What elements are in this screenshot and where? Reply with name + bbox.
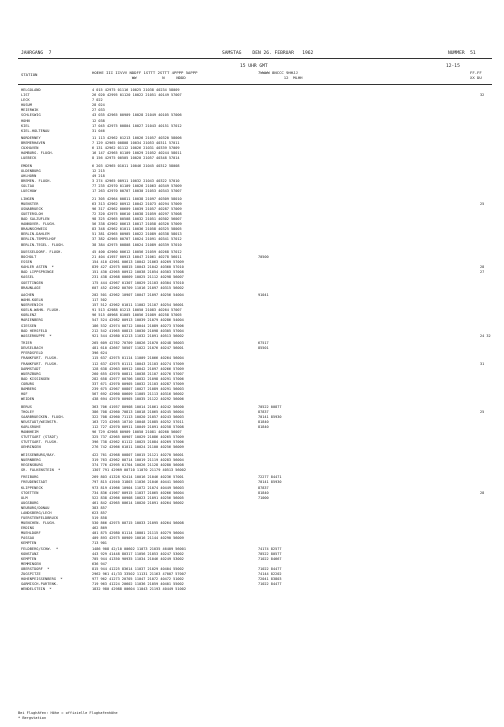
station-name: FREIBURG <box>21 475 39 480</box>
observation-data: 374 776 42995 01704 10026 21128 40280 56008 <box>92 462 184 467</box>
station-name: FREUDENSTADT <box>21 480 48 485</box>
station-name: GUETERSLOH <box>21 212 43 216</box>
observation-data: 269 803 41328 92414 10016 21046 40236 57001 <box>92 475 184 480</box>
observation-data: 21 404 41957 00913 10047 21061 40278 56011 <box>92 255 182 260</box>
station-name: SCHLESWIG <box>21 113 41 118</box>
observation-data: 443 929 41448 80317 11056 21053 40247 53002 <box>92 551 184 556</box>
station-name: KIEL <box>21 123 30 128</box>
station-name: HANNOVER. FLUGH. <box>21 222 56 227</box>
observation-data: 461 842 42965 00614 10020 21091 40264 56002 <box>92 500 184 505</box>
observation-data: 973 819 41966 10904 11072 21074 40449 56003 <box>92 485 184 490</box>
remarks-data: 87837 <box>258 409 269 414</box>
observation-data: 363 706 41957 80908 10014 21061 40242 56000 <box>92 404 184 409</box>
station-name: KARLSRUHE <box>21 424 41 429</box>
station-name: HOHENPEISSENBERG * <box>21 577 63 581</box>
station-name: BRAUNSCHWEIG <box>21 227 48 232</box>
observation-data: 154 410 42961 00613 10042 21063 40269 57009 <box>92 260 184 265</box>
observation-data: 49 218 <box>92 174 105 179</box>
observation-data: 325 737 42965 00907 10029 21086 40265 57009 <box>92 435 184 439</box>
station-name: HOHN <box>21 118 30 123</box>
station-name: KLIPPENECK <box>21 485 43 490</box>
report-date: SAMSTAG DEN 26. FEBRUAR 1962 <box>222 51 314 56</box>
observation-data: 12 215 <box>92 169 105 173</box>
station-name: WEISSENBURG/BAY. <box>21 452 56 457</box>
remarks-data: 72277 84471 <box>258 475 282 480</box>
station-name: AUGSBURG <box>21 500 39 505</box>
remarks-data: 81840 <box>258 419 269 424</box>
wind-data: 24 32 <box>480 333 491 338</box>
station-name: BAD LIPPSPRINGE <box>21 270 54 275</box>
observation-data: 31 046 <box>92 128 105 133</box>
observation-data: 96 729 42968 00909 10050 21081 40260 56007 <box>92 429 182 434</box>
numeric-column-header-line2: WW N NDDD <box>92 75 186 80</box>
station-name: OLDENBURG <box>21 169 41 173</box>
remarks-data: 70500 <box>258 255 269 260</box>
remarks-data: 70522 00877 <box>258 404 282 409</box>
observation-data: 115 637 42975 01114 11009 21066 40264 56004 <box>92 356 184 361</box>
station-name: KEMPTEN <box>21 541 37 546</box>
station-name: LINGEN <box>21 196 35 201</box>
station-name: KONSTANZ <box>21 551 39 556</box>
observation-data: 401 875 42980 01114 10001 21115 40279 56004 <box>92 531 184 536</box>
station-name: HOF <box>21 392 28 396</box>
observation-data: 260 655 42970 00811 10038 21107 40276 57007 <box>92 371 184 376</box>
station-name: NEUBURG/DONAU <box>21 505 50 510</box>
station-name: HUSUM <box>21 103 32 108</box>
observation-data: 38 384 42975 00808 10024 21089 40339 57010 <box>92 242 182 247</box>
observation-data: 51 381 42965 00905 10022 21089 40338 58013 <box>92 232 182 237</box>
observation-data: 383 857 <box>92 505 107 510</box>
observation-data: 977 962 41273 20705 11047 21072 40472 51002 <box>92 577 184 581</box>
remarks-data: 87837 <box>258 485 269 490</box>
station-name: GR. FALKENSTEIN * <box>21 467 61 472</box>
station-name: REGENSBURG <box>21 462 43 467</box>
station-name: WEIDEN <box>21 397 35 401</box>
observation-data: 112 727 42970 00911 10049 21091 40258 57008 <box>92 424 184 429</box>
station-name: GOETTINGEN <box>21 280 43 285</box>
station-name: ZUGSPITZE <box>21 571 41 576</box>
remarks-data: 85501 <box>258 346 269 351</box>
table-row <box>0 156 504 161</box>
station-name: CUXHAVEN <box>21 146 39 151</box>
station-name: KIEL-HOLTENAU <box>21 128 50 133</box>
station-name: PFERDSFELD <box>21 351 43 356</box>
station-name: PASSAU <box>21 536 35 541</box>
remarks-data: 74144 82202 <box>258 571 282 576</box>
observation-data: 713 901 <box>92 541 107 546</box>
observation-data: 8 156 42975 00505 10020 21057 40348 57014 <box>92 156 180 161</box>
station-name: EMDEN <box>21 163 32 168</box>
observation-data: 2962 961 41/33 33502 11131 21163 47007 57007 <box>92 571 186 576</box>
station-name: LANDSBERG/LECH <box>21 510 52 515</box>
observation-data: 45 400 42960 00612 10056 21059 40268 57012 <box>92 250 182 254</box>
station-name: MUENSTER <box>21 201 39 206</box>
remarks-data: 81840 <box>258 490 269 495</box>
observation-time: 15 UHR GMT <box>240 64 268 69</box>
station-name: BERLIN-TEGEL. FLUGH. <box>21 242 65 247</box>
station-name: HAMBURG. FLUGH. <box>21 151 54 156</box>
observation-data: 202 501 42962 10907 10047 21097 40256 54004 <box>92 293 184 297</box>
observation-data: 623 857 <box>92 510 107 515</box>
observation-data: 63 313 42962 00912 10042 21073 40294 57009 <box>92 201 182 206</box>
station-name: ESSEN <box>21 260 32 265</box>
station-name: MEIERWIK <box>21 108 39 113</box>
station-name: BREMERHAVEN <box>21 141 46 146</box>
station-name: WENDELSTEIN * <box>21 587 52 592</box>
observation-data: 319 763 42962 00714 10019 21119 40283 56004 <box>92 457 184 462</box>
observation-data: 17 045 42975 00804 10027 21043 40151 57012 <box>92 123 182 128</box>
observation-data: 157 512 42962 01011 11002 21107 40254 56001 <box>92 303 184 308</box>
observation-data: 83 348 42962 01011 10036 21058 40325 58005 <box>92 227 182 232</box>
station-name: KEMPTEN <box>21 556 37 561</box>
observation-data: 519 858 <box>92 516 107 520</box>
station-name: AACHEN <box>21 293 35 297</box>
station-name: BREMEN. FLUGH. <box>21 179 52 184</box>
remarks-column-header-line1: 7WWWW 8NCCC 9HHJJ <box>258 70 298 75</box>
observation-data: 337 671 42970 00905 10032 21103 40287 57009 <box>92 381 184 386</box>
observation-data: 231 438 42968 00609 10025 21112 40298 56007 <box>92 275 184 280</box>
observation-data: 175 444 42967 01307 10029 21103 40304 57010 <box>92 280 184 285</box>
station-name: BAMBERG <box>21 386 37 391</box>
observation-data: 409 893 42975 00909 10016 21144 40290 56009 <box>92 536 184 541</box>
observation-data: 705 944 41350 90935 11034 21046 40249 53002 <box>92 556 184 561</box>
station-name: KOBLENZ <box>21 313 37 318</box>
station-name: MARIENBERG <box>21 318 43 323</box>
observation-data: 276 742 42966 01011 10024 21100 40256 56009 <box>92 445 184 450</box>
observation-data: 77 235 42970 01109 10026 21063 40349 57009 <box>92 184 182 189</box>
station-name: HELGOLAND <box>21 88 41 92</box>
station-name: FRANKFURT. FLUGH. <box>21 361 59 366</box>
remarks-data: 70141 85930 <box>258 414 282 419</box>
station-name: LECK <box>21 98 30 103</box>
observation-data: 7 129 42965 00808 10034 21053 40311 57011 <box>92 141 180 146</box>
station-name: COBURG <box>21 381 35 386</box>
station-name: MUENCHEN. FLUGH. <box>21 521 56 526</box>
observation-data: 6 203 42965 01011 10046 21045 40312 58008 <box>92 163 180 168</box>
station-name: BRAUNLAGE <box>21 285 41 290</box>
observation-data: 438 694 42970 00905 10035 21122 40292 56006 <box>92 397 184 401</box>
station-name: SAARBRUECKEN. FLUGH. <box>21 414 65 419</box>
station-name: DUESSELDORF. FLUGH. <box>21 250 63 254</box>
right-time-label: 12-15 <box>446 64 460 69</box>
observation-data: 567 692 42960 00609 11005 21113 40316 56002 <box>92 392 184 396</box>
observation-data: 396 624 <box>92 351 107 356</box>
observation-data: 16 147 42965 01109 10029 21052 40244 58011 <box>92 151 182 156</box>
observation-data: 282 658 42977 00706 10032 21098 40291 57006 <box>92 376 184 381</box>
remarks-column-header-line2: 12 MLHH <box>258 75 303 80</box>
wind-data: 25 <box>480 409 485 414</box>
station-name: FELDBERG/SCHW. * <box>21 546 59 551</box>
observation-data: 117 502 <box>92 298 107 303</box>
station-name: TRIER <box>21 341 32 346</box>
station-name: STUTTGART. FLUGH. <box>21 440 59 445</box>
station-name: OSNABRUECK <box>21 207 43 211</box>
remarks-data: 71022 84667 <box>258 556 282 561</box>
station-name: LIST <box>21 93 30 98</box>
wind-data: 32 <box>480 93 485 98</box>
station-name: BERLIN-TEMPELHOF <box>21 237 56 242</box>
station-name: BAD SALZUFLEN <box>21 217 50 222</box>
station-name: WUERZBURG <box>21 371 41 376</box>
observation-data: 522 838 42966 00908 10023 21091 40256 56005 <box>92 495 184 500</box>
observation-data: 839 427 42975 00815 10043 21042 40360 57010 <box>92 265 184 270</box>
observation-data: 26 020 42995 01120 10022 21051 40149 57007 <box>92 93 182 98</box>
station-name: NORDERNEY <box>21 136 41 141</box>
table-row <box>0 189 504 194</box>
observation-data: 734 836 41967 00915 11037 21065 40266 56004 <box>92 490 184 495</box>
station-name: KOELN-WAHN. FLUGH. <box>21 308 61 313</box>
observation-data: 1486 908 42/10 00602 11073 21035 46409 56001 <box>92 546 186 551</box>
observation-data: 462 869 <box>92 526 107 531</box>
observation-data: 386 708 42960 70813 10018 21065 40245 56004 <box>92 409 184 414</box>
observation-data: 265 609 42762 70709 10026 21070 40248 56003 <box>92 341 184 346</box>
wind-data: 28 <box>480 490 485 495</box>
station-name: NOERVENICH <box>21 303 43 308</box>
table-row <box>0 286 504 291</box>
station-name: BERLIN-DAHLEM <box>21 232 50 237</box>
station-name: BERUS <box>21 404 32 409</box>
observation-data: 481 610 42667 50507 11022 21076 40247 56001 <box>92 346 184 351</box>
observation-data: 636 947 <box>92 561 107 566</box>
remarks-data: 81840 <box>258 424 269 429</box>
observation-data: 396 738 42962 01112 10025 21084 40269 57006 <box>92 440 184 445</box>
observation-data: 1307 791 42969 00710 11070 21179 40513 56002 <box>92 467 186 472</box>
station-name: AHLHORN <box>21 174 37 179</box>
remarks-data: 71022 84477 <box>258 582 282 586</box>
wind-column-header-line1: FF-FF <box>470 70 482 75</box>
observation-data: 239 675 42967 00807 10027 21089 40291 56003 <box>92 386 184 391</box>
remarks-data: 71000 <box>258 495 269 500</box>
observation-data: 163 723 42965 10710 10048 21085 40252 57011 <box>92 419 184 424</box>
observation-data: 607 452 42962 00709 11016 21097 40315 56002 <box>92 285 184 290</box>
station-name: WASSERKUPPE * <box>21 333 52 338</box>
station-name: BOCHOLT <box>21 255 37 260</box>
observation-data: 921 544 42980 01213 11032 21091 40513 56002 <box>92 333 184 338</box>
wind-column-header-line2: XX DU <box>470 75 482 80</box>
observation-data: 11 113 42962 01213 10026 21057 40320 58006 <box>92 136 182 141</box>
station-name: KASSEL <box>21 275 35 280</box>
observation-data: 96 317 42962 00609 10039 21057 40287 57009 <box>92 207 182 211</box>
observation-data: 151 430 42965 00912 10038 21054 40303 57008 <box>92 270 184 275</box>
observation-data: 212 542 41965 00813 10030 21098 40305 57004 <box>92 328 184 333</box>
wind-data: 31 <box>480 361 485 366</box>
station-name: OBERSTDORF * <box>21 566 50 571</box>
station-name: SOLTAU <box>21 184 35 189</box>
station-name: OEHRINGEN <box>21 445 41 450</box>
observation-data: 322 708 42960 71113 10020 21057 40243 56003 <box>92 414 184 419</box>
station-name: ERDING <box>21 526 35 531</box>
observation-data: 128 638 42963 00912 10042 21097 40266 57009 <box>92 366 184 371</box>
observation-data: 112 637 42975 01111 10043 21103 40274 57009 <box>92 361 184 366</box>
remarks-data: 70522 80577 <box>258 551 282 556</box>
wind-data: 25 <box>480 201 485 206</box>
observation-data: 547 524 42982 00913 10039 21079 40286 54004 <box>92 318 184 323</box>
remarks-data: 67517 <box>258 341 269 346</box>
station-name: BAD KISSINGEN <box>21 376 50 381</box>
table-row <box>0 587 504 592</box>
station-name: KAHLER ASTEN * <box>21 265 54 270</box>
station-name: NEUSTADT/WEINSTR. <box>21 419 59 424</box>
table-row <box>0 445 504 450</box>
station-name: DARMSTADT <box>21 366 41 371</box>
station-column-header: STATION <box>21 72 38 77</box>
observation-data: 43 035 42965 00909 10028 21049 40105 57006 <box>92 113 182 118</box>
remarks-data: 72041 83803 <box>258 577 282 581</box>
station-name: LUEBECK <box>21 156 37 161</box>
observation-data: 27 033 <box>92 108 105 113</box>
station-name: FRANKFURT. FLUGH. <box>21 356 59 361</box>
remarks-data: 71022 84477 <box>258 566 282 571</box>
observation-data: 719 963 41224 20602 11036 21059 40401 55002 <box>92 582 184 586</box>
station-name: FUERSTENFELDBRUCK <box>21 516 59 520</box>
observation-data: 72 320 42975 00610 10038 21059 40297 57008 <box>92 212 182 216</box>
footnote-airport-height: Bei Flughäfen: Höhe = offizielle Flughafenhöhe <box>18 711 118 715</box>
observation-data: 12 038 <box>92 118 105 123</box>
observation-data: 56 338 42962 00613 10017 21058 40320 57009 <box>92 222 182 227</box>
observation-data: 422 761 42968 00807 10015 21121 40270 56001 <box>92 452 184 457</box>
table-row <box>0 243 504 248</box>
observation-data: 1832 980 42988 00604 11043 21193 40449 51002 <box>92 587 186 592</box>
observation-data: 6 131 42962 01112 10026 21031 40339 57009 <box>92 146 180 151</box>
observation-data: 37 382 42965 00707 10024 21091 40341 57012 <box>92 237 182 242</box>
station-name: NUERNBERG <box>21 457 41 462</box>
station-name: DEUSELBACH <box>21 346 43 351</box>
remarks-data: 74174 82577 <box>258 546 282 551</box>
station-name: GIESSEN <box>21 323 37 328</box>
remarks-data: 70141 85930 <box>258 480 282 485</box>
station-name: LUECHOW <box>21 189 37 194</box>
observation-data: 186 532 42974 00712 10044 21089 40273 57006 <box>92 323 184 328</box>
numeric-column-header-line1: HOEHE III IIVVV NDDFF 1STTT 2STTT 4PPPP 5APPP <box>92 70 198 75</box>
station-name: WAHN-KOELN <box>21 298 43 303</box>
station-name: GARMISCH-PARTENK. <box>21 582 59 586</box>
table-row <box>0 334 504 339</box>
table-row <box>0 468 504 473</box>
station-name: MEMMINGEN <box>21 561 41 566</box>
issue-number: NUMMER 51 <box>448 51 476 56</box>
footnote-mountain-station: * Bergstation <box>18 716 47 720</box>
observation-data: 815 944 41225 83614 11037 21029 40404 55002 <box>92 566 184 571</box>
observation-data: 98 325 42965 00508 10032 21051 40302 56007 <box>92 217 182 222</box>
wind-data: 28 <box>480 265 485 270</box>
observation-data: 7 022 <box>92 98 103 103</box>
observation-data: 91 513 42988 01213 10050 21083 40264 57007 <box>92 308 182 313</box>
volume-label: JAHRGANG 7 <box>21 51 52 56</box>
table-row <box>0 129 504 134</box>
observation-data: 17 263 42970 00707 10030 21053 40343 57007 <box>92 189 182 194</box>
observation-data: 797 815 41940 31803 11036 21046 40441 56003 <box>92 480 184 485</box>
observation-data: 28 024 <box>92 103 105 108</box>
observation-data: 21 305 42964 00811 10038 21097 40309 58010 <box>92 196 182 201</box>
table-row <box>0 397 504 402</box>
observation-data: 530 866 42975 00715 10033 21095 40264 56008 <box>92 521 184 526</box>
remarks-data: 91041 <box>258 293 269 297</box>
station-name: MANNHEIM <box>21 429 39 434</box>
station-name: ULM <box>21 495 28 500</box>
station-name: THOLEY <box>21 409 35 414</box>
station-name: BAD HERSFELD <box>21 328 48 333</box>
observation-data: 4 015 42975 01116 10025 21038 40234 58009 <box>92 88 180 92</box>
observation-data: 96 515 40968 01005 10056 21089 40258 57005 <box>92 313 182 318</box>
wind-data: 27 <box>480 270 485 275</box>
station-name: STUTTGART (STADT) <box>21 435 59 439</box>
station-name: STOETTEN <box>21 490 39 495</box>
observation-data: 3 274 42965 00911 10032 21043 40322 57010 <box>92 179 180 184</box>
station-name: MUEHLDORF <box>21 531 41 536</box>
